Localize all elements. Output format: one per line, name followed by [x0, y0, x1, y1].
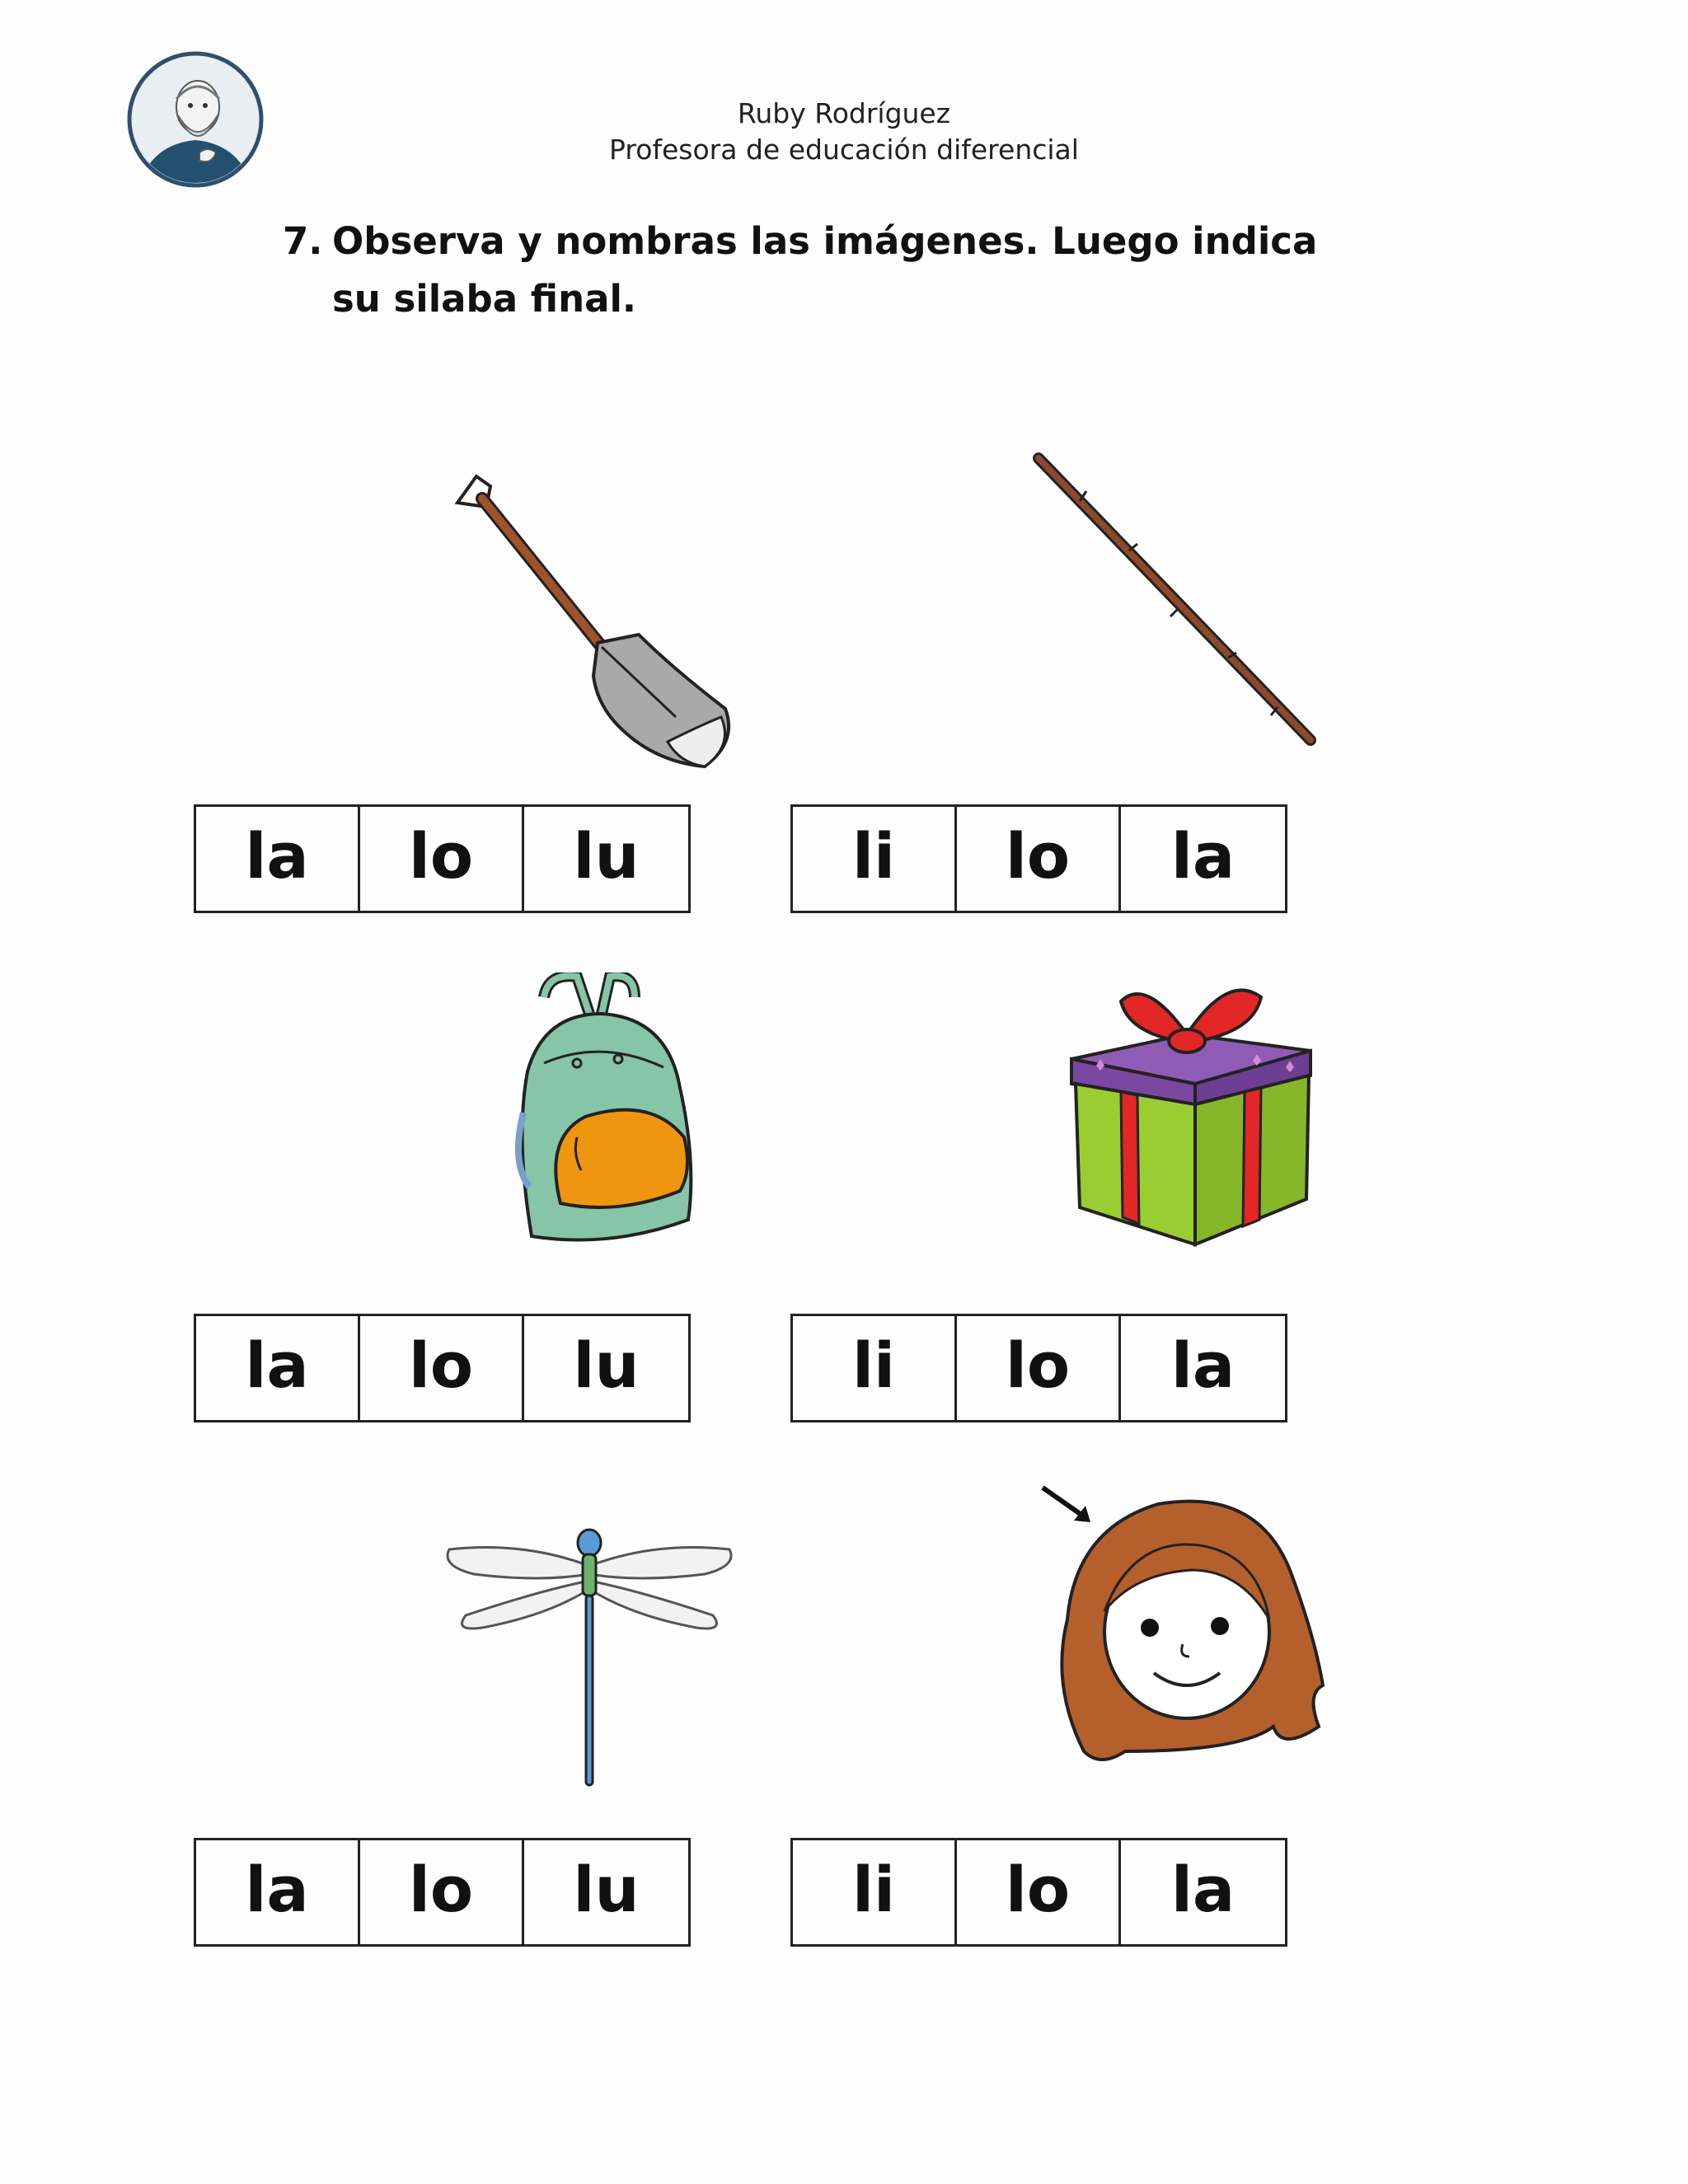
stick-image [1030, 452, 1319, 748]
syllable-option[interactable]: li [793, 1316, 957, 1420]
syllable-options-shovel [194, 804, 691, 913]
syllable-options-backpack [194, 1314, 691, 1422]
syllable-option[interactable]: lo [957, 1840, 1121, 1944]
syllable-option[interactable]: lo [360, 807, 524, 911]
dragonfly-image [441, 1525, 738, 1793]
teacher-name: Ruby Rodríguez [737, 97, 951, 129]
syllable-option[interactable]: lu [573, 1328, 640, 1402]
syllable-option[interactable]: lu [573, 818, 640, 893]
syllable-option[interactable]: la [1170, 1328, 1236, 1402]
syllable-option[interactable]: la [196, 807, 360, 911]
teacher-role: Profesora de educación diferencial [609, 134, 1079, 166]
backpack-image [511, 972, 701, 1249]
syllable-option[interactable]: la [1170, 818, 1236, 893]
syllable-option[interactable]: la [1170, 1852, 1236, 1926]
syllable-option[interactable]: li [793, 1840, 957, 1944]
shovel-image [453, 470, 734, 775]
syllable-options-stick [790, 804, 1287, 913]
syllable-option[interactable]: la [196, 1840, 360, 1944]
syllable-option[interactable]: la [196, 1316, 360, 1420]
syllable-option[interactable]: lo [957, 1316, 1121, 1420]
instruction-text: Observa y nombras las imágenes. Luego indica su silaba final. [332, 219, 1318, 321]
syllable-option[interactable]: lo [957, 807, 1121, 911]
syllable-option[interactable]: lo [360, 1840, 524, 1944]
instruction-number: 7. [283, 219, 323, 263]
syllable-options-hair [790, 1838, 1287, 1947]
syllable-options-gift [790, 1314, 1287, 1422]
syllable-option[interactable]: lu [573, 1852, 640, 1926]
gift-box-image [1063, 968, 1319, 1249]
syllable-options-dragonfly [194, 1838, 691, 1947]
syllable-option[interactable]: lo [360, 1316, 524, 1420]
syllable-option[interactable]: li [793, 807, 957, 911]
hair-face-image [1034, 1479, 1339, 1772]
